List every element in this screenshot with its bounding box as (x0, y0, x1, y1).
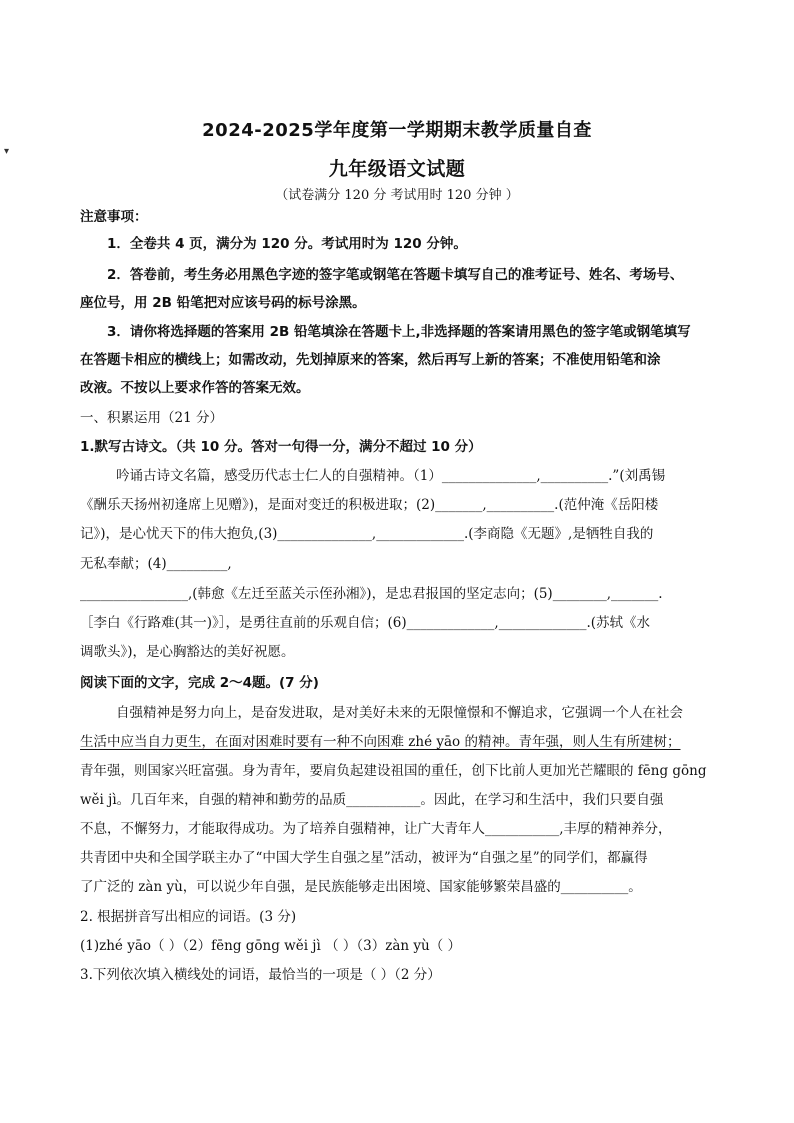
passage-line-4: wěi jì。几百年来，自强的精神和勤劳的品质___________。因此，在学习和生活中，我们只要自强 (80, 792, 664, 808)
q1-line-7: 调歌头》)，是心胸豁达的美好祝愿。 (80, 644, 295, 660)
q2-heading: 2. 根据拼音写出相应的词语。(3 分) (80, 909, 297, 925)
passage-line-1: 自强精神是努力向上，是奋发进取，是对美好未来的无限憧憬和不懈追求，它强调一个人在社会 (116, 705, 683, 721)
q1-line-5: ________________,(韩愈《左迁至蓝关示侄孙湘》)，是忠君报国的坚定志向；(5)________,_______. (80, 586, 663, 602)
passage-line-3: 青年强，则国家兴旺富强。身为青年，要肩负起建设祖国的重任，创下比前人更加光芒耀眼的 fēng gōng (80, 763, 707, 779)
notes-item-2-line-2: 座位号，用 2B 铅笔把对应该号码的标号涂黑。 (80, 295, 366, 311)
passage-line-6: 共青团中央和全国学联主办了“中国大学生自强之星”活动，被评为“自强之星”的同学们，都赢得 (80, 850, 648, 866)
q1-line-2: 《酬乐天扬州初逢席上见赠》)，是面对变迁的积极进取；(2)_______,__________.(范仲淹《岳阳楼 (80, 497, 659, 513)
notes-item-3-line-2: 在答题卡相应的横线上；如需改动，先划掉原来的答案，然后再写上新的答案；不准使用铅笔和涂 (80, 352, 661, 368)
notes-item-1: 1．全卷共 4 页，满分为 120 分。考试用时为 120 分钟。 (107, 236, 467, 252)
exam-info: （试卷满分 120 分 考试用时 120 分钟 ） (275, 188, 519, 203)
q1-line-1: 吟诵古诗文名篇，感受历代志士仁人的自强精神。（1）______________,__________.”(刘禹锡 (116, 468, 666, 484)
passage-line-7: 了广泛的 zàn yù，可以说少年自强，是民族能够走出困境、国家能够繁荣昌盛的__________。 (80, 879, 642, 895)
notes-item-3-line-3: 改液。不按以上要求作答的答案无效。 (80, 380, 310, 396)
q3-heading: 3.下列依次填入横线处的词语，最恰当的一项是（ ）（2 分） (80, 967, 441, 983)
notes-item-3-line-1: 3．请你将选择题的答案用 2B 铅笔填涂在答题卡上,非选择题的答案请用黑色的签字笔或钢笔填写 (107, 324, 691, 340)
reading-heading: 阅读下面的文字，完成 2～4题。(7 分) (80, 675, 319, 691)
q2-items: (1)zhé yāo（ ）（2）fēng gōng wěi jì （ ）（3）zàn yù（ ） (80, 938, 461, 954)
q1-line-4: 无私奉献；(4)_________, (80, 556, 232, 572)
q1-line-6: ［李白《行路难(其一)》］，是勇往直前的乐观自信；(6)_____________,_____________.(苏轼《水 (80, 615, 651, 631)
section-heading: 一、积累运用（21 分） (80, 410, 223, 426)
q1-heading: 1.默写古诗文。（共 10 分。答对一句得一分，满分不超过 10 分） (80, 439, 482, 455)
exam-subject: 九年级语文试题 (328, 158, 466, 180)
exam-title: 2024-2025学年度第一学期期末教学质量自查 (202, 120, 592, 141)
passage-line-2: 生活中应当自力更生，在面对困难时要有一种不向困难 zhé yāo 的精神。青年强，则人生有所建树； (80, 734, 681, 750)
scan-mark: ▾ (4, 146, 10, 157)
q1-line-3: 记》)，是心忧天下的伟大抱负,(3)______________,_____________.(李商隐《无题》,是牺牲自我的 (80, 526, 654, 542)
passage-line-5: 不息，不懈努力，才能取得成功。为了培养自强精神，让广大青年人___________,丰厚的精神养分， (80, 821, 672, 837)
notes-heading: 注意事项： (80, 209, 148, 225)
notes-item-2-line-1: 2．答卷前，考生务必用黑色字迹的签字笔或钢笔在答题卡填写自己的准考证号、姓名、考场号、 (107, 267, 684, 283)
